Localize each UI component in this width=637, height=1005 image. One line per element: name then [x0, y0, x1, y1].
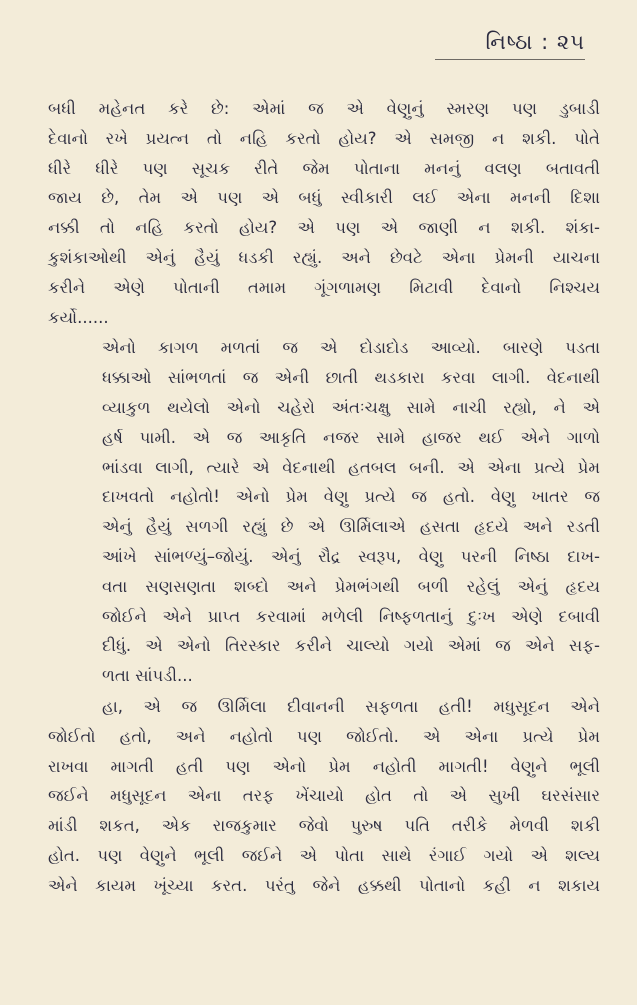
text-line: દીધું. એ એનો તિરસ્કાર કરીને ચાલ્યો ગયો એમાં જ એને સફ- [102, 636, 600, 656]
text-line: એનો કાગળ મળતાં જ એ દોડાદોડ આવ્યો. બારણે પડતા [102, 338, 600, 358]
text-line: બધી મહેનત કરે છે: એમાં જ એ વેણુનું સ્મરણ પણ ડુબાડી [48, 99, 600, 118]
text-line: વતા સણસણતા શબ્દો અને પ્રેમભંગથી બળી રહેલું એનું હૃદય [102, 576, 600, 596]
running-head: નિષ્ઠા : ૨૫ [485, 30, 585, 54]
text-line: જોઈને એને પ્રાપ્ત કરવામાં મળેલી નિષ્ફળતાનું દુઃખ એણે દબાવી [102, 606, 600, 626]
paragraph-1 [48, 94, 600, 332]
text-line: કરીને એણે પોતાની તમામ ગૂંગળામણ મિટાવી દેવાનો નિશ્ચય [48, 277, 600, 297]
text-line: કર્યો...... [48, 307, 109, 327]
text-line: વ્યાકુળ થયેલો એનો ચહેરો અંતઃચક્ષુ સામે નાચી રહ્યો, ને એ [102, 397, 600, 417]
page-header [435, 30, 585, 60]
text-line: આંખે સાંભળ્યું–જોયું. એનું રૌદ્ર સ્વરૂપ, વેણુ પરની નિષ્ઠા દાખ- [102, 546, 600, 566]
text-line: એનું હૈયું સળગી રહ્યું છે એ ઊર્મિલાએ હસતા હૃદયે અને રડતી [102, 517, 600, 537]
paragraph-3 [48, 692, 600, 901]
text-line: નક્કી તો નહિ કરતો હોય? એ પણ એ જાણી ન શકી. શંકા- [48, 218, 600, 238]
text-line: જોઈતો હતો, અને નહોતો પણ જોઈતો. એ એના પ્રત્યે પ્રેમ [48, 726, 600, 746]
text-line: દાખવતો નહોતો! એનો પ્રેમ વેણુ પ્રત્યે જ હતો. વેણુ ખાતર જ [102, 487, 600, 507]
header-rule [435, 59, 585, 60]
text-line: જાય છે, તેમ એ પણ એ બધું સ્વીકારી લઈ એના મનની દિશા [48, 188, 600, 208]
text-line: કુશંકાઓથી એનું હૈયું ધડકી રહ્યું. અને છેવટે એના પ્રેમની યાચના [48, 247, 600, 267]
text-line: ધીરે ધીરે પણ સૂચક રીતે જેમ પોતાના મનનું વલણ બતાવતી [48, 158, 600, 178]
text-line: રાખવા માગતી હતી પણ એનો પ્રેમ નહોતી માગતી! વેણુને ભૂલી [48, 756, 600, 776]
text-line: દેવાનો રખે પ્રયત્ન તો નહિ કરતો હોય? એ સમજી ન શકી. પોતે [48, 128, 600, 148]
text-line: ળતા સાંપડી... [102, 666, 193, 686]
text-line: જઈને મધુસૂદન એના તરફ ખેંચાયો હોત તો એ સુખી ઘરસંસાર [48, 786, 600, 806]
paragraph-2 [48, 333, 600, 691]
text-line: હર્ષ પામી. એ જ આકૃતિ નજર સામે હાજર થઈ એને ગાળો [102, 427, 600, 447]
body-text [48, 94, 600, 902]
text-line: ભાંડવા લાગી, ત્યારે એ વેદનાથી હતબલ બની. એ એના પ્રત્યે પ્રેમ [102, 457, 600, 477]
text-line: એને કાયમ ખૂંચ્યા કરત. પરંતુ જેને હક્કથી પોતાનો કહી ન શકાય [48, 875, 600, 895]
text-line: હા, એ જ ઊર્મિલા દીવાનની સફળતા હતી! મધુસૂદન એને [102, 696, 600, 716]
text-line: હોત. પણ વેણુને ભૂલી જઈને એ પોતા સાથે રંગાઈ ગયો એ શલ્ય [48, 845, 600, 865]
text-line: ધક્કાઓ સાંભળતાં જ એની છાતી થડકારા કરવા લાગી. વેદનાથી [102, 368, 600, 388]
text-line: માંડી શકત, એક રાજકુમાર જેવો પુરુષ પતિ તરીકે મેળવી શકી [48, 816, 600, 836]
